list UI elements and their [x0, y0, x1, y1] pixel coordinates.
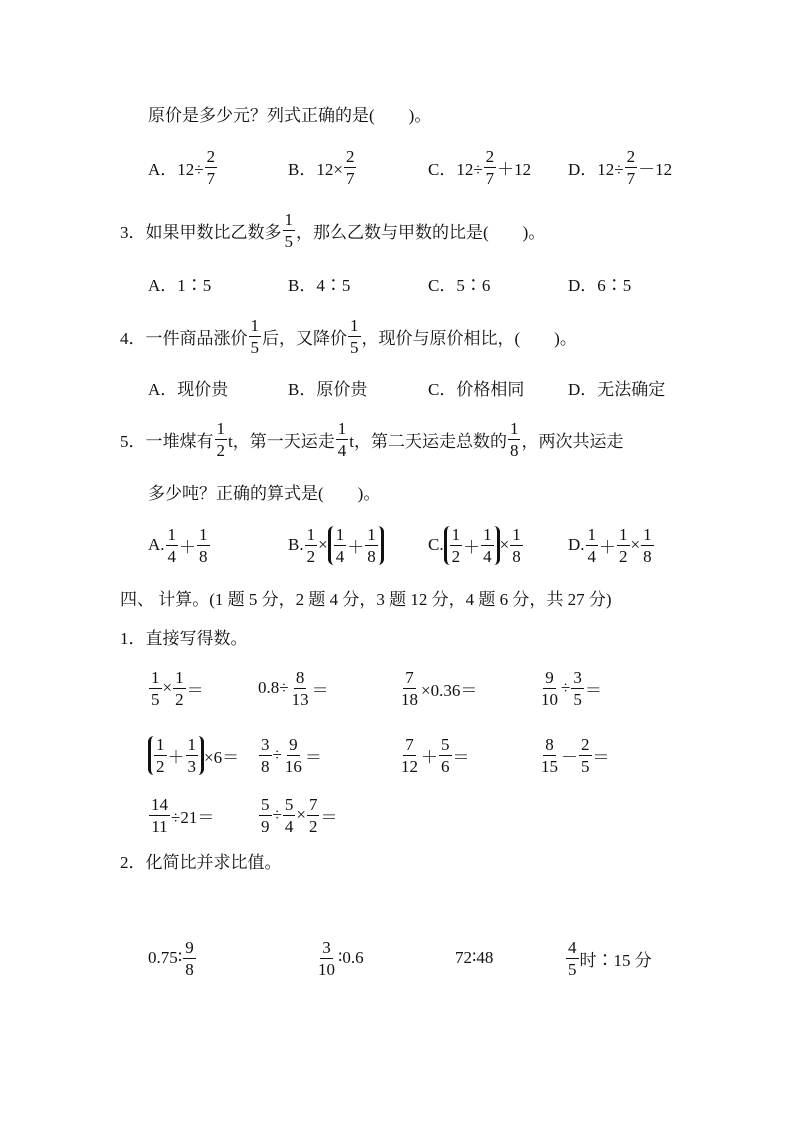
option — [288, 263, 350, 303]
fraction — [305, 526, 318, 565]
fraction — [399, 669, 420, 708]
expr-text: A. — [148, 535, 165, 554]
denominator: 10 — [541, 689, 558, 709]
fraction — [154, 736, 167, 775]
numerator: 5 — [441, 734, 450, 754]
numerator: 3 — [261, 734, 270, 754]
denominator: 2 — [175, 689, 184, 709]
option — [398, 668, 477, 708]
expr-text: ＝ — [592, 747, 610, 767]
denominator: 2 — [156, 756, 165, 776]
numerator: 5 — [261, 794, 270, 814]
expr-text: C．12÷ — [428, 159, 483, 179]
numerator: 1 — [483, 524, 492, 544]
expr-text: D．12÷ — [568, 159, 624, 179]
denominator: 4 — [284, 816, 294, 836]
numerator: 2 — [206, 146, 216, 166]
denominator: 5 — [350, 337, 359, 357]
expr-text: 后，又降价 — [262, 328, 347, 348]
fraction — [149, 796, 170, 835]
option — [258, 735, 322, 775]
option — [568, 147, 672, 187]
expr-text: ×6＝ — [204, 747, 240, 767]
option — [148, 795, 214, 835]
fraction — [290, 669, 311, 708]
numerator: 1 — [337, 418, 347, 438]
expr-text: 多少吨？正确的算式是( )。 — [148, 483, 381, 503]
denominator: 8 — [643, 546, 652, 566]
expr-text: ，现价与原价相比，( )。 — [361, 328, 577, 348]
expr-text: B．原价贵 — [288, 379, 368, 399]
expr-text: C．5∶6 — [428, 275, 491, 295]
option — [148, 735, 239, 775]
numerator: 1 — [284, 209, 293, 229]
numerator: 1 — [587, 524, 597, 544]
expr-text: ÷ — [272, 745, 282, 764]
fraction — [641, 526, 654, 565]
denominator: 7 — [626, 168, 636, 188]
denominator: 9 — [261, 816, 270, 836]
expr-text: ＋ — [347, 537, 365, 557]
fraction — [215, 420, 228, 459]
denominator: 10 — [318, 959, 335, 979]
expr-text: ＋ — [179, 537, 197, 557]
numerator: 1 — [306, 524, 316, 544]
numerator: 1 — [367, 524, 376, 544]
question-4 — [120, 316, 577, 356]
denominator: 4 — [167, 546, 177, 566]
option — [148, 525, 211, 565]
option — [455, 938, 493, 978]
expr-text: ×0.36＝ — [421, 680, 478, 700]
expr-text: 0.75∶ — [148, 948, 183, 967]
numerator: 1 — [350, 315, 359, 335]
expr-text: × — [499, 535, 510, 554]
expr-text: ，两次共运走 — [521, 431, 624, 451]
option — [258, 795, 337, 835]
expr-text: B．4∶5 — [288, 275, 351, 295]
expr-text: ＝ — [304, 747, 322, 767]
expr-text: C. — [428, 535, 444, 554]
fraction — [316, 939, 337, 978]
numerator: 1 — [167, 524, 177, 544]
numerator: 3 — [573, 667, 582, 687]
expr-text: A．1∶5 — [148, 275, 212, 295]
numerator: 2 — [581, 734, 590, 754]
expr-text: 5．一堆煤有 — [120, 431, 214, 451]
fraction — [539, 669, 560, 708]
denominator: 8 — [509, 440, 519, 460]
option — [428, 147, 531, 187]
option — [315, 938, 364, 978]
expr-text: ＝ — [320, 807, 338, 827]
numerator: 9 — [289, 734, 298, 754]
expr-text: ＝ — [186, 680, 204, 700]
expr-text: D. — [568, 535, 585, 554]
expr-text: － — [561, 747, 578, 767]
expr-text: D．6∶5 — [568, 275, 632, 295]
parenthesized-expression — [148, 736, 204, 775]
expr-text: ＋ — [599, 537, 617, 557]
option — [148, 263, 211, 303]
fraction — [484, 148, 497, 187]
expr-text: 4．一件商品涨价 — [120, 328, 248, 348]
expr-text: －12 — [638, 159, 673, 179]
fraction — [579, 736, 592, 775]
fraction — [510, 526, 523, 565]
option — [538, 668, 602, 708]
option — [568, 367, 665, 407]
expr-text: B. — [288, 535, 304, 554]
numerator: 1 — [512, 524, 521, 544]
option — [428, 263, 490, 303]
denominator: 2 — [308, 816, 318, 836]
numerator: 8 — [545, 734, 554, 754]
option — [288, 525, 384, 565]
denominator: 2 — [306, 546, 316, 566]
calc-1-title — [120, 616, 248, 656]
numerator: 7 — [405, 667, 414, 687]
fraction — [166, 526, 179, 565]
numerator: 2 — [345, 146, 355, 166]
expr-text: ＝ — [311, 680, 329, 700]
option — [288, 147, 357, 187]
question-title: 1．直接写得数。 — [120, 628, 248, 648]
denominator: 18 — [401, 689, 418, 709]
expr-text: ＋ — [463, 537, 481, 557]
denominator: 11 — [151, 816, 168, 836]
numerator: 1 — [187, 734, 196, 754]
option — [565, 938, 652, 978]
numerator: 1 — [643, 524, 652, 544]
denominator: 5 — [284, 231, 293, 251]
option — [148, 147, 218, 187]
expr-text: t，第一天运走 — [228, 431, 335, 451]
question-text: 原价是多少元？列式正确的是( )。 — [148, 105, 432, 125]
expr-text: 3．如果甲数比乙数多 — [120, 222, 282, 242]
expr-text: A．现价贵 — [148, 379, 229, 399]
denominator: 2 — [619, 546, 628, 566]
option — [428, 367, 524, 407]
numerator: 1 — [451, 524, 461, 544]
numerator: 1 — [250, 315, 259, 335]
fraction — [186, 736, 199, 775]
numerator: 5 — [284, 794, 294, 814]
denominator: 7 — [206, 168, 216, 188]
numerator: 14 — [151, 794, 168, 814]
parenthesized-expression — [328, 526, 384, 565]
fraction — [307, 796, 320, 835]
denominator: 4 — [337, 440, 347, 460]
expr-text: ÷ — [272, 805, 282, 824]
denominator: 4 — [587, 546, 597, 566]
denominator: 7 — [345, 168, 355, 188]
denominator: 8 — [199, 546, 208, 566]
question-2-continued — [148, 93, 431, 133]
question-5-line-2 — [148, 471, 380, 511]
question-3 — [120, 210, 545, 250]
fraction — [259, 796, 272, 835]
denominator: 2 — [216, 440, 225, 460]
numerator: 1 — [175, 667, 184, 687]
fraction — [283, 796, 296, 835]
fraction — [348, 317, 361, 356]
denominator: 13 — [291, 689, 309, 709]
expr-text: 时∶15 分 — [579, 950, 652, 970]
option — [148, 938, 197, 978]
fraction — [249, 317, 262, 356]
expr-text: B．12× — [288, 159, 343, 179]
option — [398, 735, 470, 775]
expr-text: ∶0.6 — [338, 948, 364, 967]
fraction — [149, 669, 162, 708]
fraction — [173, 669, 186, 708]
fraction — [365, 526, 378, 565]
expr-text: ，那么乙数与甲数的比是( )。 — [296, 222, 546, 242]
numerator: 1 — [509, 418, 519, 438]
section-4-title — [120, 577, 612, 617]
numerator: 3 — [322, 937, 331, 957]
question-5 — [120, 419, 623, 459]
denominator: 12 — [401, 756, 418, 776]
denominator: 5 — [250, 337, 259, 357]
denominator: 4 — [335, 546, 345, 566]
numerator: 1 — [199, 524, 208, 544]
denominator: 8 — [512, 546, 521, 566]
question-title: 2．化简比并求比值。 — [120, 852, 282, 872]
fraction — [183, 939, 196, 978]
expr-text: A．12÷ — [148, 159, 204, 179]
numerator: 1 — [156, 734, 165, 754]
numerator: 4 — [568, 937, 577, 957]
denominator: 15 — [541, 756, 558, 776]
fraction — [399, 736, 420, 775]
numerator: 2 — [626, 146, 636, 166]
denominator: 2 — [451, 546, 461, 566]
expr-text: C．价格相同 — [428, 379, 525, 399]
fraction — [539, 736, 560, 775]
option — [148, 668, 204, 708]
fraction — [586, 526, 599, 565]
expr-text: ÷ — [561, 678, 571, 697]
expr-text: ＝ — [452, 747, 470, 767]
expr-text: × — [630, 535, 641, 554]
numerator: 1 — [335, 524, 345, 544]
numerator: 1 — [619, 524, 628, 544]
denominator: 3 — [187, 756, 196, 776]
denominator: 16 — [284, 756, 302, 776]
expr-text: D．无法确定 — [568, 379, 666, 399]
option — [568, 525, 655, 565]
fraction — [571, 669, 584, 708]
denominator: 7 — [485, 168, 495, 188]
fraction — [259, 736, 272, 775]
expr-text: × — [318, 535, 328, 554]
denominator: 5 — [573, 689, 582, 709]
expr-text: 72∶48 — [455, 948, 494, 967]
fraction — [508, 420, 521, 459]
fraction — [205, 148, 218, 187]
expr-text: ＝ — [584, 680, 602, 700]
numerator: 7 — [405, 734, 414, 754]
fraction — [283, 736, 304, 775]
fraction — [439, 736, 452, 775]
expr-text: t，第二天运走总数的 — [349, 431, 507, 451]
fraction — [334, 526, 347, 565]
option — [568, 263, 631, 303]
expr-text: ÷21＝ — [171, 807, 215, 827]
fraction — [344, 148, 357, 187]
calc-2-title — [120, 840, 282, 880]
numerator: 9 — [545, 667, 554, 687]
fraction — [617, 526, 630, 565]
expr-text: × — [296, 805, 306, 824]
fraction — [283, 211, 296, 250]
numerator: 1 — [151, 667, 160, 687]
denominator: 6 — [441, 756, 450, 776]
fraction — [481, 526, 494, 565]
numerator: 7 — [308, 794, 318, 814]
fraction — [336, 420, 349, 459]
parenthesized-expression — [444, 526, 500, 565]
expr-text: ＋12 — [497, 159, 532, 179]
numerator: 9 — [185, 937, 194, 957]
option — [428, 525, 524, 565]
numerator: 8 — [295, 667, 305, 687]
expr-text: ＋ — [167, 747, 185, 767]
denominator: 8 — [261, 756, 270, 776]
option — [148, 367, 228, 407]
fraction — [566, 939, 579, 978]
option — [288, 367, 367, 407]
denominator: 8 — [185, 959, 194, 979]
numerator: 1 — [216, 418, 225, 438]
numerator: 2 — [485, 146, 495, 166]
option — [538, 735, 610, 775]
expr-text: 0.8÷ — [258, 678, 289, 697]
denominator: 5 — [581, 756, 590, 776]
expr-text: ＋ — [421, 747, 438, 767]
option — [258, 668, 329, 708]
denominator: 4 — [483, 546, 492, 566]
fraction — [197, 526, 210, 565]
fraction — [625, 148, 638, 187]
denominator: 5 — [568, 959, 577, 979]
expr-text: × — [162, 678, 173, 697]
fraction — [450, 526, 463, 565]
denominator: 8 — [367, 546, 376, 566]
section-title: 四、 计算。(1 题 5 分，2 题 4 分，3 题 12 分，4 题 6 分，共 27 分) — [120, 589, 612, 609]
denominator: 5 — [151, 689, 160, 709]
